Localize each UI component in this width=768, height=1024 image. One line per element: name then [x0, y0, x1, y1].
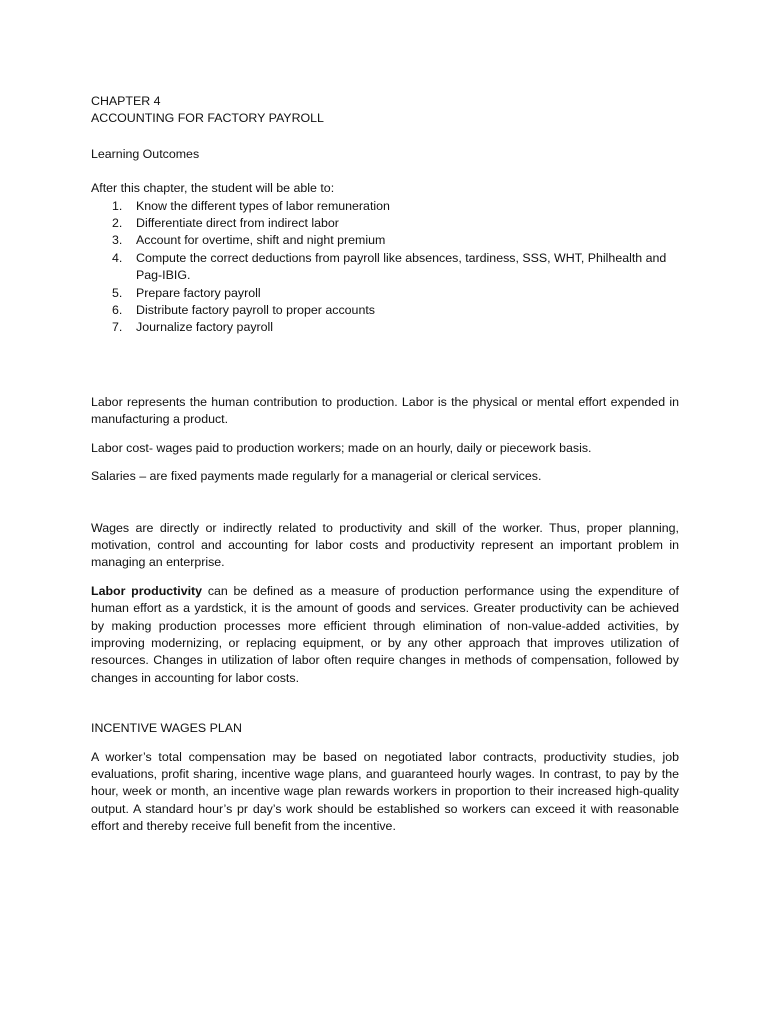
list-item	[91, 232, 679, 249]
list-item-text: Compute the correct deductions from payroll like absences, tardiness, SSS, WHT, Philhealth and Pag-IBIG.	[136, 250, 667, 283]
incentive-wages-heading: INCENTIVE WAGES PLAN	[91, 721, 243, 736]
incentive-wages-paragraph: A worker’s total compensation may be based on negotiated labor contracts, productivity studies, job evaluations, profit sharing, incentive wage plans, and guaranteed hourly wages. In contrast, to pay by the hour, week or month, an incentive wage plan rewards workers in proportion to their increased high-quality output. A standard hour’s pr day’s work should be established so workers can exceed it with reasonable effort and thereby receive full benefit from the incentive.	[91, 749, 679, 834]
list-item-number: 6.	[112, 303, 123, 318]
list-item-number: 2.	[112, 216, 123, 231]
list-item	[91, 302, 679, 319]
labor-definition-paragraph: Labor represents the human contribution to production. Labor is the physical or mental effort expended in manufacturing a product.	[91, 394, 679, 427]
list-item-text: Journalize factory payroll	[136, 320, 274, 335]
list-item-text: Account for overtime, shift and night premium	[136, 233, 386, 248]
list-item	[91, 198, 679, 215]
learning-outcomes-heading: Learning Outcomes	[91, 146, 200, 161]
labor-productivity-term: Labor productivity	[91, 583, 203, 598]
labor-cost-paragraph: Labor cost- wages paid to production workers; made on an hourly, daily or piecework basis.	[91, 440, 592, 455]
chapter-number: CHAPTER 4	[91, 94, 161, 108]
list-item-text: Distribute factory payroll to proper accounts	[136, 303, 375, 318]
labor-productivity-paragraph	[91, 583, 679, 687]
labor-productivity-text: can be defined as a measure of production performance using the expenditure of human effort as a yardstick, it is the amount of goods and services. Greater productivity can be achieved by making production processes more efficient through elimination of non-value-added activities, by improving modernizing, or replacing equipment, or by any other approach that improves utilization of resources. Changes in utilization of labor often require changes in methods of compensation, followed by changes in accounting for labor costs.	[91, 583, 679, 685]
document-content	[91, 93, 679, 836]
learning-outcomes-list	[91, 198, 679, 337]
list-item	[91, 250, 679, 285]
list-item-text: Know the different types of labor remuneration	[136, 198, 390, 213]
learning-outcomes-intro: After this chapter, the student will be able to:	[91, 181, 335, 196]
list-item	[91, 285, 679, 302]
list-item-number: 1.	[112, 198, 123, 213]
list-item-text: Prepare factory payroll	[136, 285, 261, 300]
chapter-title: ACCOUNTING FOR FACTORY PAYROLL	[91, 111, 324, 126]
wages-paragraph: Wages are directly or indirectly related to productivity and skill of the worker. Thus, proper planning, motivation, control and accounting for labor costs and productivity represent an important problem in managing an enterprise.	[91, 520, 679, 570]
list-item-number: 7.	[112, 320, 123, 335]
salaries-paragraph: Salaries – are fixed payments made regularly for a managerial or clerical services.	[91, 469, 542, 484]
list-item-number: 4.	[112, 250, 123, 265]
list-item-number: 5.	[112, 285, 123, 300]
list-item-number: 3.	[112, 233, 123, 248]
list-item	[91, 319, 679, 336]
list-item-text: Differentiate direct from indirect labor	[136, 216, 339, 231]
list-item	[91, 215, 679, 232]
